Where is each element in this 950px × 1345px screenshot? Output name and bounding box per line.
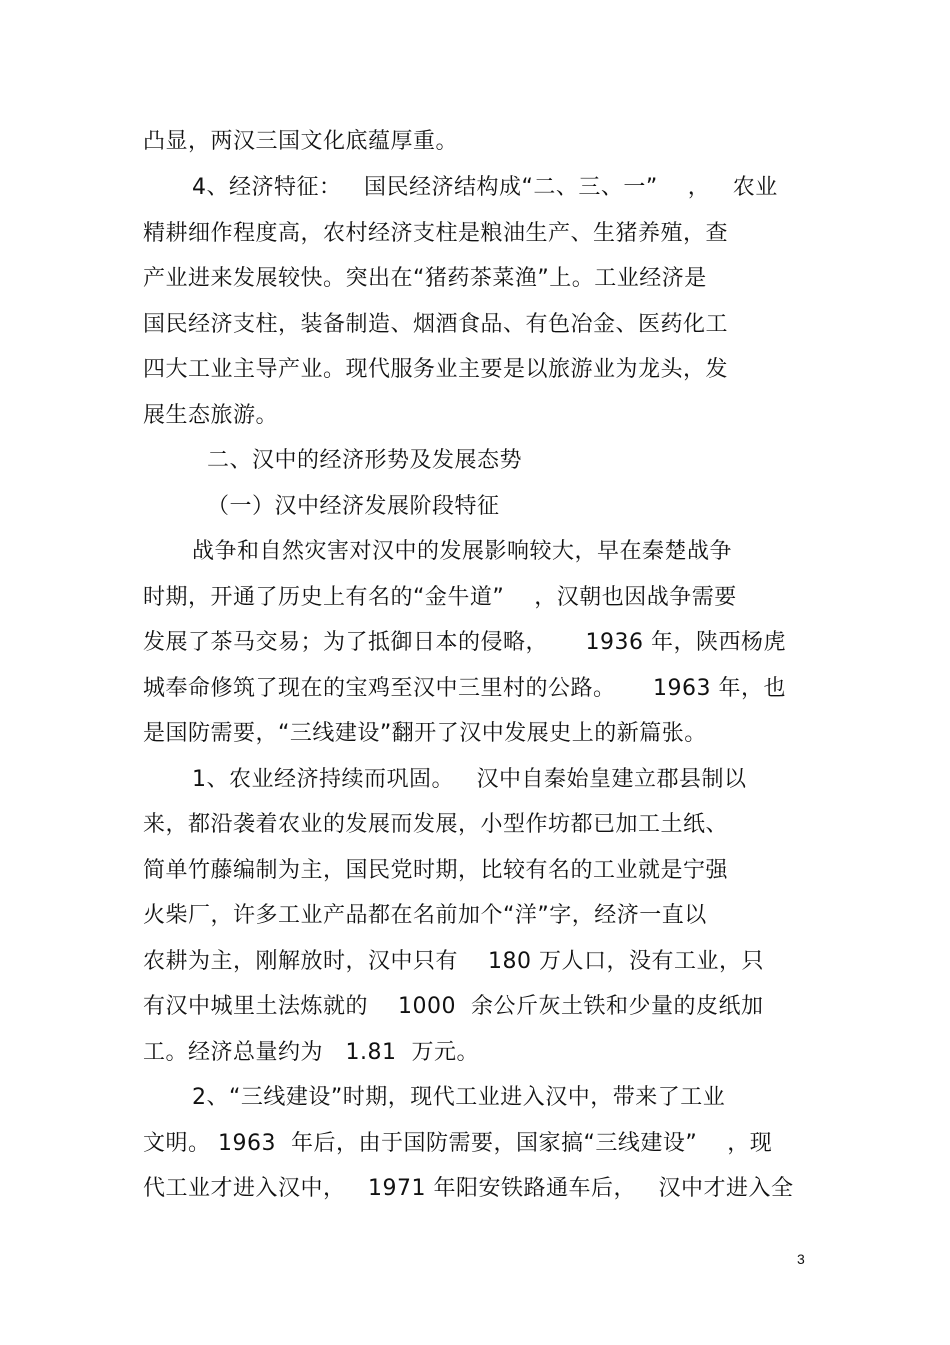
text-line: 产业进来发展较快。突出在“猪药茶菜渔”上。工业经济是 [143,266,707,291]
text-line: 四大工业主导产业。现代服务业主要是以旅游业为龙头，发 [143,357,729,382]
text-line: 农耕为主，刚解放时，汉中只有 180 万人口，没有工业，只 [143,949,764,974]
text-line: 精耕细作程度高，农村经济支柱是粮油生产、生猪养殖，查 [143,221,729,246]
page-number: 3 [797,1251,805,1267]
text-line: 来，都沿袭着农业的发展而发展，小型作坊都已加工土纸、 [143,812,729,837]
section-heading: 二、汉中的经济形势及发展态势 [207,448,523,473]
text-line: 国民经济支柱，装备制造、烟酒食品、有色冶金、医药化工 [143,312,729,337]
text-line: 时期，开通了历史上有名的“金牛道” ，汉朝也因战争需要 [143,585,737,610]
text-line: 是国防需要，“三线建设”翻开了汉中发展史上的新篇张。 [143,721,707,746]
text-line: 4、经济特征： 国民经济结构成“二、三、一” ， 农业 [192,175,778,200]
text-line: 代工业才进入汉中， 1971 年阳安铁路通车后， 汉中才进入全 [143,1176,794,1201]
text-line: 简单竹藤编制为主，国民党时期，比较有名的工业就是宁强 [143,858,729,883]
text-line: 文明。 1963 年后，由于国防需要，国家搞“三线建设” ，现 [143,1131,773,1156]
text-line: 战争和自然灾害对汉中的发展影响较大，早在秦楚战争 [192,539,733,564]
subsection-heading: （一）汉中经济发展阶段特征 [207,494,500,519]
text-line: 火柴厂，许多工业产品都在名前加个“洋”字，经济一直以 [143,903,707,928]
text-line: 凸显，两汉三国文化底蕴厚重。 [143,129,459,154]
text-line: 发展了茶马交易；为了抵御日本的侵略， 1936 年，陕西杨虎 [143,630,786,655]
text-line: 2、“三线建设”时期，现代工业进入汉中，带来了工业 [192,1085,726,1110]
text-line: 1、农业经济持续而巩固。 汉中自秦始皇建立郡县制以 [192,767,747,792]
text-line: 城奉命修筑了现在的宝鸡至汉中三里村的公路。 1963 年，也 [143,676,786,701]
text-line: 有汉中城里土法炼就的 1000 余公斤灰土铁和少量的皮纸加 [143,994,764,1019]
text-line: 展生态旅游。 [143,403,279,428]
text-line: 工。经济总量约为 1.81 万元。 [143,1040,479,1065]
